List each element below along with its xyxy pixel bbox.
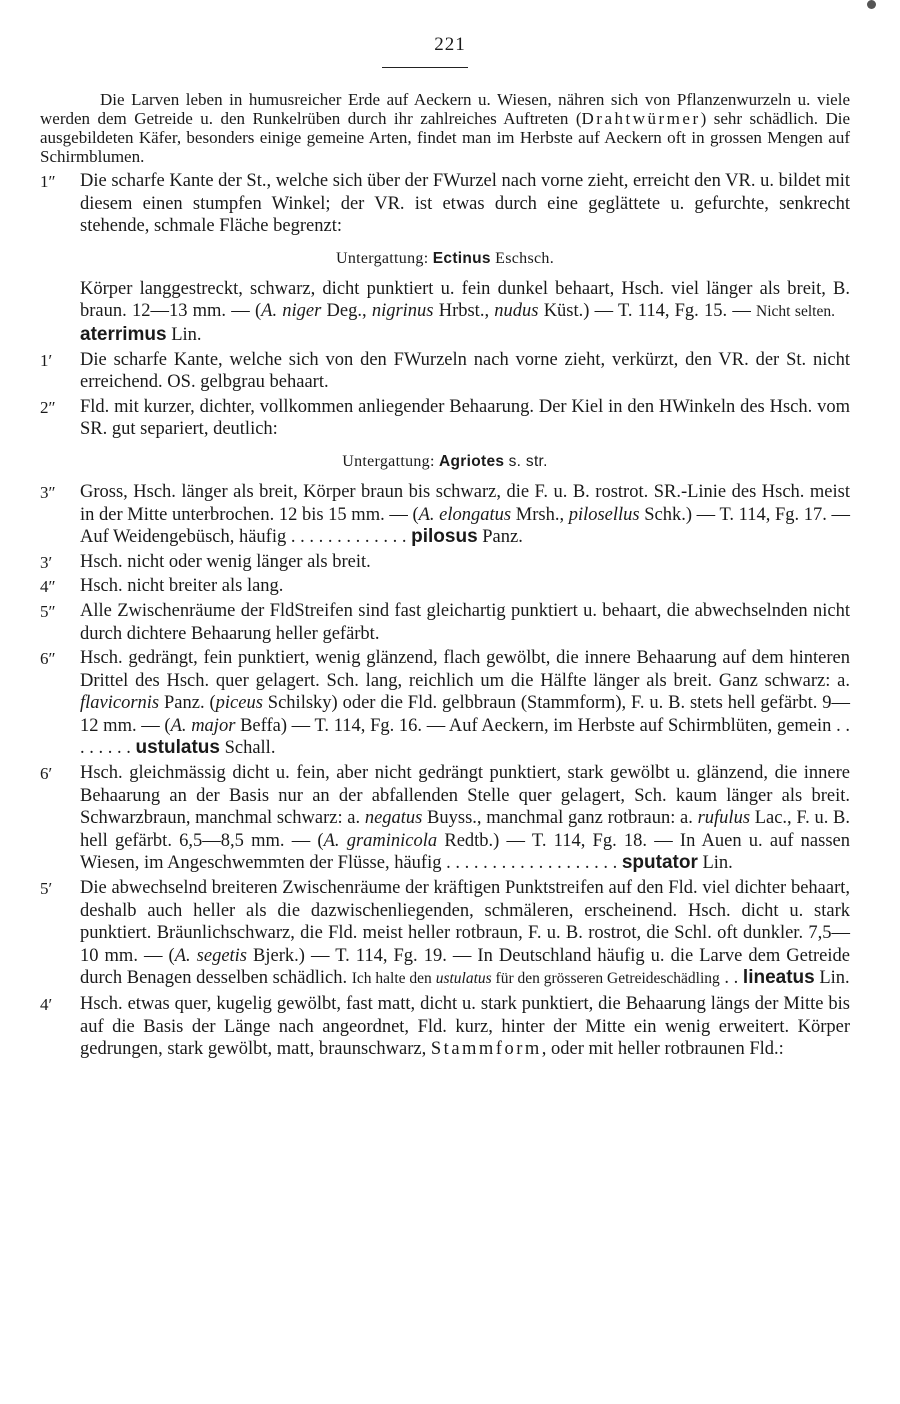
leader-dots: . .	[724, 968, 739, 989]
couplet-text: Hsch. nicht oder wenig länger als breit.	[80, 551, 371, 572]
species-name: pilosus	[411, 526, 478, 548]
couplet-text: Die abwechselnd breiteren Zwischenräume der kräftigen Punktstreifen auf den Fld. viel dichter behaart, deshalb auch heller als die dazwischenliegenden, schmäleren, erscheinend. Hsch. dicht u. stark punktiert. Bräunlichschwarz, die Fld. meist heller rotbraun, F. u. B. rostrot, die Schl. oft dunkler. 7,5—10 mm. — (A. segetis Bjerk.) — T. 114, Fg. 19. — In Deutschland häufig u. die Larve dem Getreide durch Benagen desselben schädlich. Ich halte den ustulatus für den grösseren Getreideschädling . . lineatus Lin.	[80, 878, 850, 989]
couplet-text: Hsch. nicht breiter als lang.	[80, 576, 284, 597]
couplet-4-prime	[40, 993, 850, 1061]
subgenus-heading-agriotes: Untergattung: Agriotes s. str.	[342, 452, 548, 470]
couplet-number: 6′	[40, 764, 53, 784]
term-stammform: Stammform	[430, 1039, 542, 1060]
couplet-3-double-prime	[40, 481, 850, 549]
couplet-text: Hsch. etwas quer, kugelig gewölbt, fast matt, dicht u. stark punktiert, die Behaarung längs der Mitte bis auf die Basis der Länge nach angeordnet, Fld. kurz, hinter der Mitte ein wenig erweitert. Körper gedrungen, stark gewölbt, matt, braunschwarz, Stammform, oder mit heller rotbraunen Fld.:	[80, 994, 850, 1060]
couplet-6-double-prime	[40, 647, 850, 760]
page-number: 221	[434, 34, 466, 55]
couplet-text: Gross, Hsch. länger als breit, Körper braun bis schwarz, die F. u. B. rostrot. SR.-Linie des Hsch. meist in der Mitte unterbrochen. 12 bis 15 mm. — (A. elongatus Mrsh., pilosellus Schk.) — T. 114, Fg. 17. — Auf Weidengebüsch, häufig . . . . . . . . . . . . . pilosus Panz.	[80, 481, 851, 548]
intro-paragraph: Die Larven leben in humusreicher Erde auf Aeckern u. Wiesen, nähren sich von Pflanzenwurzeln u. viele werden dem Getreide u. den Runkelrüben durch ihr zahlreiches Auftreten (Drahtwürmer) sehr schädlich. Die ausgebildeten Käfer, besonders einige gemeine Arten, findet man im Herbste auf Aeckern oft in grossen Mengen auf Schirmblumen.	[40, 90, 850, 166]
couplet-number: 4″	[40, 577, 56, 597]
couplet-6-prime	[40, 762, 850, 875]
leader-dots: . . . . . . . . . . . . .	[290, 527, 407, 548]
couplet-number: 6″	[40, 649, 56, 669]
couplet-text: Hsch. gedrängt, fein punktiert, wenig glänzend, flach gewölbt, die innere Behaarung auf dem hinteren Drittel des Hsch. quer gelagert. Sch. lang, reichlich um die Hälfte länger als breit. Ganz schwarz: a. flavicornis Panz. (piceus Schilsky) oder die Fld. gelbbraun (Stammform), F. u. B. stets hell gefärbt. 9—12 mm. — (A. major Beffa) — T. 114, Fg. 16. — Auf Aeckern, im Herbste auf Schirmblüten, gemein . . . . . . . . ustulatus Schall.	[80, 648, 851, 759]
couplet-1-prime	[40, 349, 850, 394]
couplet-5-double-prime	[40, 600, 850, 645]
couplet-number: 1′	[40, 350, 53, 370]
species-name: ustulatus	[135, 737, 220, 759]
leader-dots: . . . . . . . .	[80, 715, 851, 759]
couplet-3-prime	[40, 551, 850, 574]
couplet-2-double-prime	[40, 396, 850, 441]
couplet-number: 4′	[40, 995, 53, 1014]
couplet-5-prime	[40, 877, 850, 991]
couplet-number: 5′	[40, 879, 53, 899]
subgenus-heading-ectinus: Untergattung: Ectinus Eschsch.	[335, 249, 555, 267]
couplet-number: 5″	[40, 601, 56, 621]
species-name: sputator	[621, 852, 698, 874]
species-name: aterrimus	[80, 323, 167, 345]
couplet-number: 2″	[40, 397, 56, 417]
species-entry-aterrimus: Körper langgestreckt, schwarz, dicht punktiert u. fein dunkel behaart, Hsch. viel länger als breit, B. braun. 12—13 mm. — (A. niger Deg., nigrinus Hrbst., nudus Küst.) — T. 114, Fg. 15. — Nicht selten. aterrimus Lin.	[80, 278, 850, 345]
corner-mark	[867, 0, 876, 9]
couplet-text: Fld. mit kurzer, dichter, vollkommen anliegender Behaarung. Der Kiel in den HWinkeln des Hsch. vom SR. gut separiert, deutlich:	[80, 396, 850, 440]
leader-dots: . . . . . . . . . . . . . . . . . . .	[446, 853, 618, 874]
couplet-1-double-prime	[40, 170, 850, 238]
couplet-text: Die scharfe Kante der St., welche sich über der FWurzel nach vorne zieht, erreicht den VR. u. bildet mit diesem einen stumpfen Winkel; der VR. ist etwas durch eine geglättete u. gefurchte, senkrecht stehende, schmale Fläche begrenzt:	[80, 171, 850, 237]
term-drahtwuermer: Drahtwürmer	[581, 109, 701, 128]
species-name: lineatus	[742, 967, 815, 989]
couplet-text: Hsch. gleichmässig dicht u. fein, aber nicht gedrängt punktiert, stark gewölbt u. glänzend, die innere Behaarung an der Basis nur an der abfallenden Stelle quer gelagert, Sch. kaum länger als breit. Schwarzbraun, manchmal schwarz: a. negatus Buyss., manchmal ganz rotbraun: a. rufulus Lac., F. u. B. hell gefärbt. 6,5—8,5 mm. — (A. graminicola Redtb.) — T. 114, Fg. 18. — In Auen u. auf nassen Wiesen, im Angeschwemmten der Flüsse, häufig . . . . . . . . . . . . . . . . . . . sputator Lin.	[80, 763, 851, 874]
couplet-number: 3′	[40, 552, 53, 572]
couplet-text: Alle Zwischenräume der FldStreifen sind fast gleichartig punktiert u. behaart, die abwechselnden nicht durch dichtere Behaarung heller gefärbt.	[80, 600, 850, 644]
couplet-number: 1″	[40, 172, 56, 191]
page-content	[40, 90, 850, 1063]
couplet-text: Die scharfe Kante, welche sich von den FWurzeln nach vorne zieht, verkürzt, den VR. der St. nicht erreichend. OS. gelbgrau behaart.	[80, 349, 850, 393]
couplet-4-double-prime	[40, 575, 850, 598]
page-number-rule	[382, 67, 468, 68]
couplet-number: 3″	[40, 482, 56, 502]
